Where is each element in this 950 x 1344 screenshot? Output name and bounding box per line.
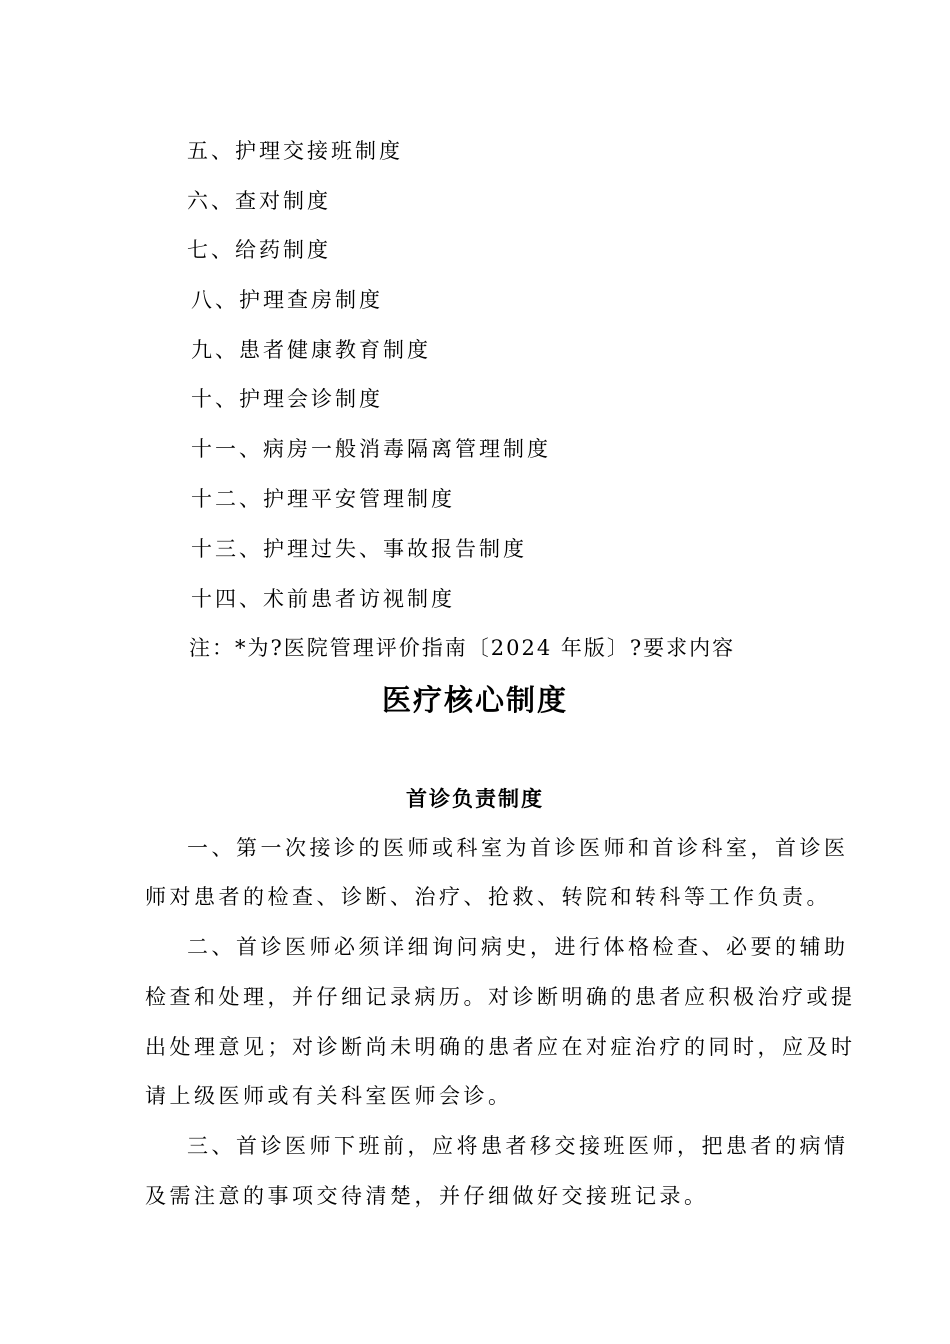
footnote: 注：*为?医院管理评价指南〔2024 年版〕?要求内容	[189, 636, 736, 660]
toc-item: 六、查对制度	[187, 189, 331, 213]
paragraph-line: 检查和处理，并仔细记录病历。对诊断明确的患者应积极治疗或提	[145, 985, 856, 1009]
paragraph-line: 及需注意的事项交待清楚，并仔细做好交接班记录。	[145, 1184, 709, 1208]
toc-item: 十二、护理平安管理制度	[191, 487, 455, 511]
paragraph-line: 一、第一次接诊的医师或科室为首诊医师和首诊科室，首诊医	[187, 836, 849, 860]
toc-item: 七、给药制度	[187, 238, 331, 262]
paragraph-line: 三、首诊医师下班前，应将患者移交接班医师，把患者的病情	[187, 1134, 849, 1158]
toc-item: 十一、病房一般消毒隔离管理制度	[191, 437, 551, 461]
toc-item: 十、护理会诊制度	[191, 387, 383, 411]
paragraph-line: 请上级医师或有关科室医师会诊。	[145, 1084, 513, 1108]
page-title: 医疗核心制度	[381, 683, 568, 717]
toc-item: 九、患者健康教育制度	[191, 338, 431, 362]
toc-item: 十三、护理过失、事故报告制度	[191, 537, 527, 561]
paragraph-line: 师对患者的检查、诊断、治疗、抢救、转院和转科等工作负责。	[145, 885, 831, 909]
toc-item: 五、护理交接班制度	[187, 139, 403, 163]
toc-item: 八、护理查房制度	[191, 288, 383, 312]
paragraph-line: 二、首诊医师必须详细询问病史，进行体格检查、必要的辅助	[187, 935, 849, 959]
section-title: 首诊负责制度	[406, 786, 544, 811]
toc-item: 十四、术前患者访视制度	[191, 587, 455, 611]
paragraph-line: 出处理意见；对诊断尚未明确的患者应在对症治疗的同时，应及时	[145, 1035, 856, 1059]
